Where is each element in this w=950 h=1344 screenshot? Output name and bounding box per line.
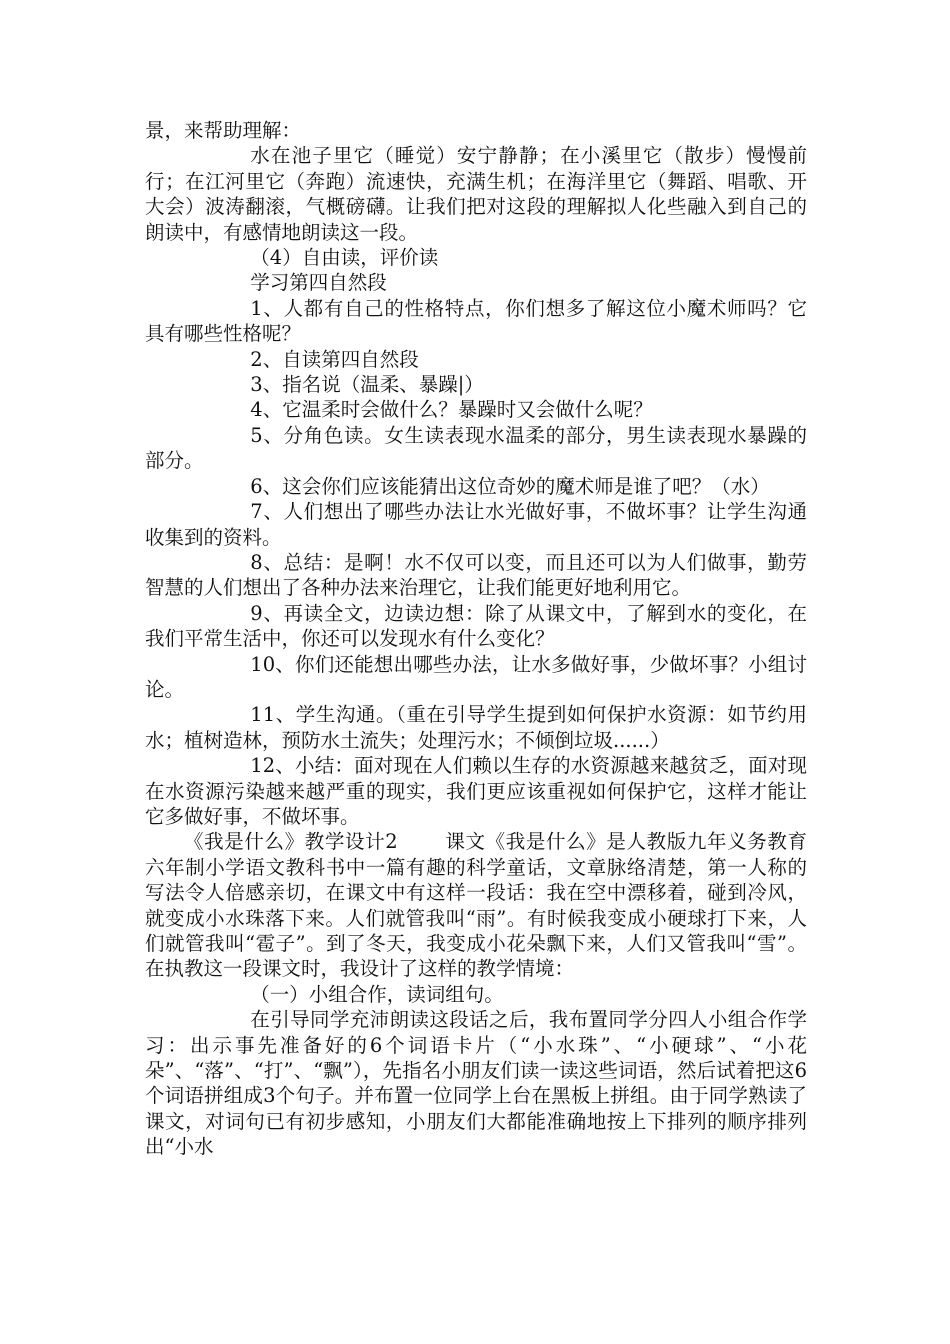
paragraph-4: 学习第四自然段 — [250, 271, 387, 295]
paragraph-1: 景，来帮助理解： — [145, 119, 302, 142]
paragraph-5: 1、人都有自己的性格特点，你们想多了解这位小魔术师吗？它具有哪些性格呢？ — [145, 296, 807, 346]
paragraph-2: 水在池子里它（睡觉）安宁静静；在小溪里它（散步）慢慢前行；在江河里它（奔跑）流速快，充满生机；在海洋里它（舞蹈、唱歌、开大会）波涛翻滚，气概磅礴。让我们把对这段的理解拟人化些融入到自己的朗读中，有感情地朗读这一段。 — [145, 144, 807, 244]
paragraph-12: 8、总结：是啊！水不仅可以变，而且还可以为人们做事，勤劳智慧的人们想出了各种办法来治理它，让我们能更好地利用它。 — [145, 550, 807, 600]
paragraph-14: 10、你们还能想出哪些办法，让水多做好事，少做坏事？小组讨论。 — [145, 652, 807, 701]
paragraph-16: 12、小结：面对现在人们赖以生存的水资源越来越贫乏，面对现在水资源污染越来越严重的现实，我们更应该重视如何保护它，这样才能让它多做好事，不做坏事。 — [145, 754, 807, 828]
paragraph-18: （一）小组合作，读词组句。 — [250, 982, 504, 1006]
paragraph-19: 在引导同学充沛朗读这段话之后，我布置同学分四人小组合作学习：出示事先准备好的6个词语卡片（“小水珠”、“小硬球”、“小花朵”、“落”、“打”、“飘”），先指名小朋友们读一读这些词语，然后试着把这6个词语拼组成3个句子。并布置一位同学上台在黑板上拼组。由于同学熟读了课文，对词句已有初步感知，小朋友们大都能准确地按上下排列的顺序排列出“小水 — [145, 1008, 807, 1159]
paragraph-15: 11、学生沟通。（重在引导学生提到如何保护水资源：如节约用水；植树造林，预防水土流失；处理污水；不倾倒垃圾......） — [145, 703, 807, 752]
paragraph-3: （4）自由读，评价读 — [250, 246, 439, 270]
paragraph-10: 6、这会你们应该能猜出这位奇妙的魔术师是谁了吧？（水） — [250, 474, 770, 498]
paragraph-9: 5、分角色读。女生读表现水温柔的部分，男生读表现水暴躁的部分。 — [145, 423, 807, 473]
paragraph-6: 2、自读第四自然段 — [250, 347, 419, 371]
paragraph-7: 3、指名说（温柔、暴躁|） — [250, 373, 484, 397]
paragraph-17: 《我是什么》教学设计2 课文《我是什么》是人教版九年义务教育六年制小学语文教科书中一篇有趣的科学童话，文章脉络清楚，第一人称的写法令人倍感亲切，在课文中有这样一段话：我在空中漂移着，碰到冷风，就变成小水珠落下来。人们就管我叫“雨”。有时候我变成小硬球打下来，人们就管我叫“雹子”。到了冬天，我变成小花朵飘下来，人们又管我叫“雪”。在执教这一段课文时，我设计了这样的教学情境： — [145, 830, 807, 981]
paragraph-11: 7、人们想出了哪些办法让水光做好事，不做坏事？让学生沟通收集到的资料。 — [145, 500, 807, 549]
paragraph-8: 4、它温柔时会做什么？暴躁时又会做什么呢？ — [250, 398, 653, 422]
document-page — [145, 118, 807, 1160]
paragraph-13: 9、再读全文，边读边想：除了从课文中，了解到水的变化，在我们平常生活中，你还可以发现水有什么变化？ — [145, 601, 807, 651]
